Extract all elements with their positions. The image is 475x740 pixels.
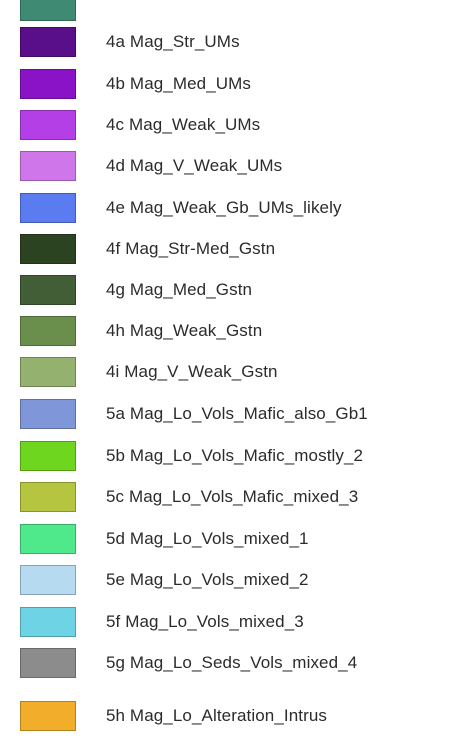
legend-color-swatch — [20, 399, 76, 429]
legend-color-swatch — [20, 648, 76, 678]
legend-label: 4c Mag_Weak_UMs — [106, 115, 261, 134]
legend-label: 4i Mag_V_Weak_Gstn — [106, 362, 278, 381]
legend-label: 4b Mag_Med_UMs — [106, 74, 252, 93]
legend-item — [0, 148, 475, 184]
legend-color-swatch — [20, 151, 76, 181]
legend-color-swatch — [20, 316, 76, 346]
legend-label: 4d Mag_V_Weak_UMs — [106, 156, 283, 175]
legend-item — [0, 396, 475, 432]
legend-item — [0, 24, 475, 60]
legend-label: 4e Mag_Weak_Gb_UMs_likely — [106, 198, 342, 217]
legend-item — [0, 313, 475, 349]
legend-label: 5b Mag_Lo_Vols_Mafic_mostly_2 — [106, 446, 364, 465]
legend-label: 5g Mag_Lo_Seds_Vols_mixed_4 — [106, 653, 358, 672]
legend-label: 5d Mag_Lo_Vols_mixed_1 — [106, 529, 309, 548]
legend-color-swatch — [20, 193, 76, 223]
legend-item — [0, 231, 475, 267]
legend-item — [0, 190, 475, 226]
legend-color-swatch — [20, 27, 76, 57]
legend-item — [0, 354, 475, 390]
legend-label: 4g Mag_Med_Gstn — [106, 280, 253, 299]
legend-label: 4h Mag_Weak_Gstn — [106, 321, 263, 340]
legend-item — [0, 438, 475, 474]
legend-item — [0, 0, 475, 24]
legend-item — [0, 66, 475, 102]
legend-label: 5f Mag_Lo_Vols_mixed_3 — [106, 612, 304, 631]
legend-color-swatch — [20, 110, 76, 140]
legend-label: 4a Mag_Str_UMs — [106, 32, 240, 51]
legend-color-swatch — [20, 607, 76, 637]
legend-item — [0, 698, 475, 734]
legend-label: 4f Mag_Str-Med_Gstn — [106, 239, 276, 258]
legend-item — [0, 107, 475, 143]
legend-label: 5c Mag_Lo_Vols_Mafic_mixed_3 — [106, 487, 359, 506]
legend-color-swatch — [20, 0, 76, 21]
legend-label: 5a Mag_Lo_Vols_Mafic_also_Gb1 — [106, 404, 368, 423]
legend-item — [0, 562, 475, 598]
legend-color-swatch — [20, 701, 76, 731]
legend-label: 5h Mag_Lo_Alteration_Intrus — [106, 706, 328, 725]
legend-color-swatch — [20, 565, 76, 595]
legend-item — [0, 479, 475, 515]
legend-color-swatch — [20, 357, 76, 387]
legend-color-swatch — [20, 69, 76, 99]
legend-color-swatch — [20, 524, 76, 554]
legend-color-swatch — [20, 482, 76, 512]
legend-item — [0, 604, 475, 640]
legend-color-swatch — [20, 441, 76, 471]
legend-label: 5e Mag_Lo_Vols_mixed_2 — [106, 570, 309, 589]
legend-color-swatch — [20, 234, 76, 264]
legend-color-swatch — [20, 275, 76, 305]
legend-item — [0, 645, 475, 681]
legend-item — [0, 521, 475, 557]
legend-item — [0, 272, 475, 308]
